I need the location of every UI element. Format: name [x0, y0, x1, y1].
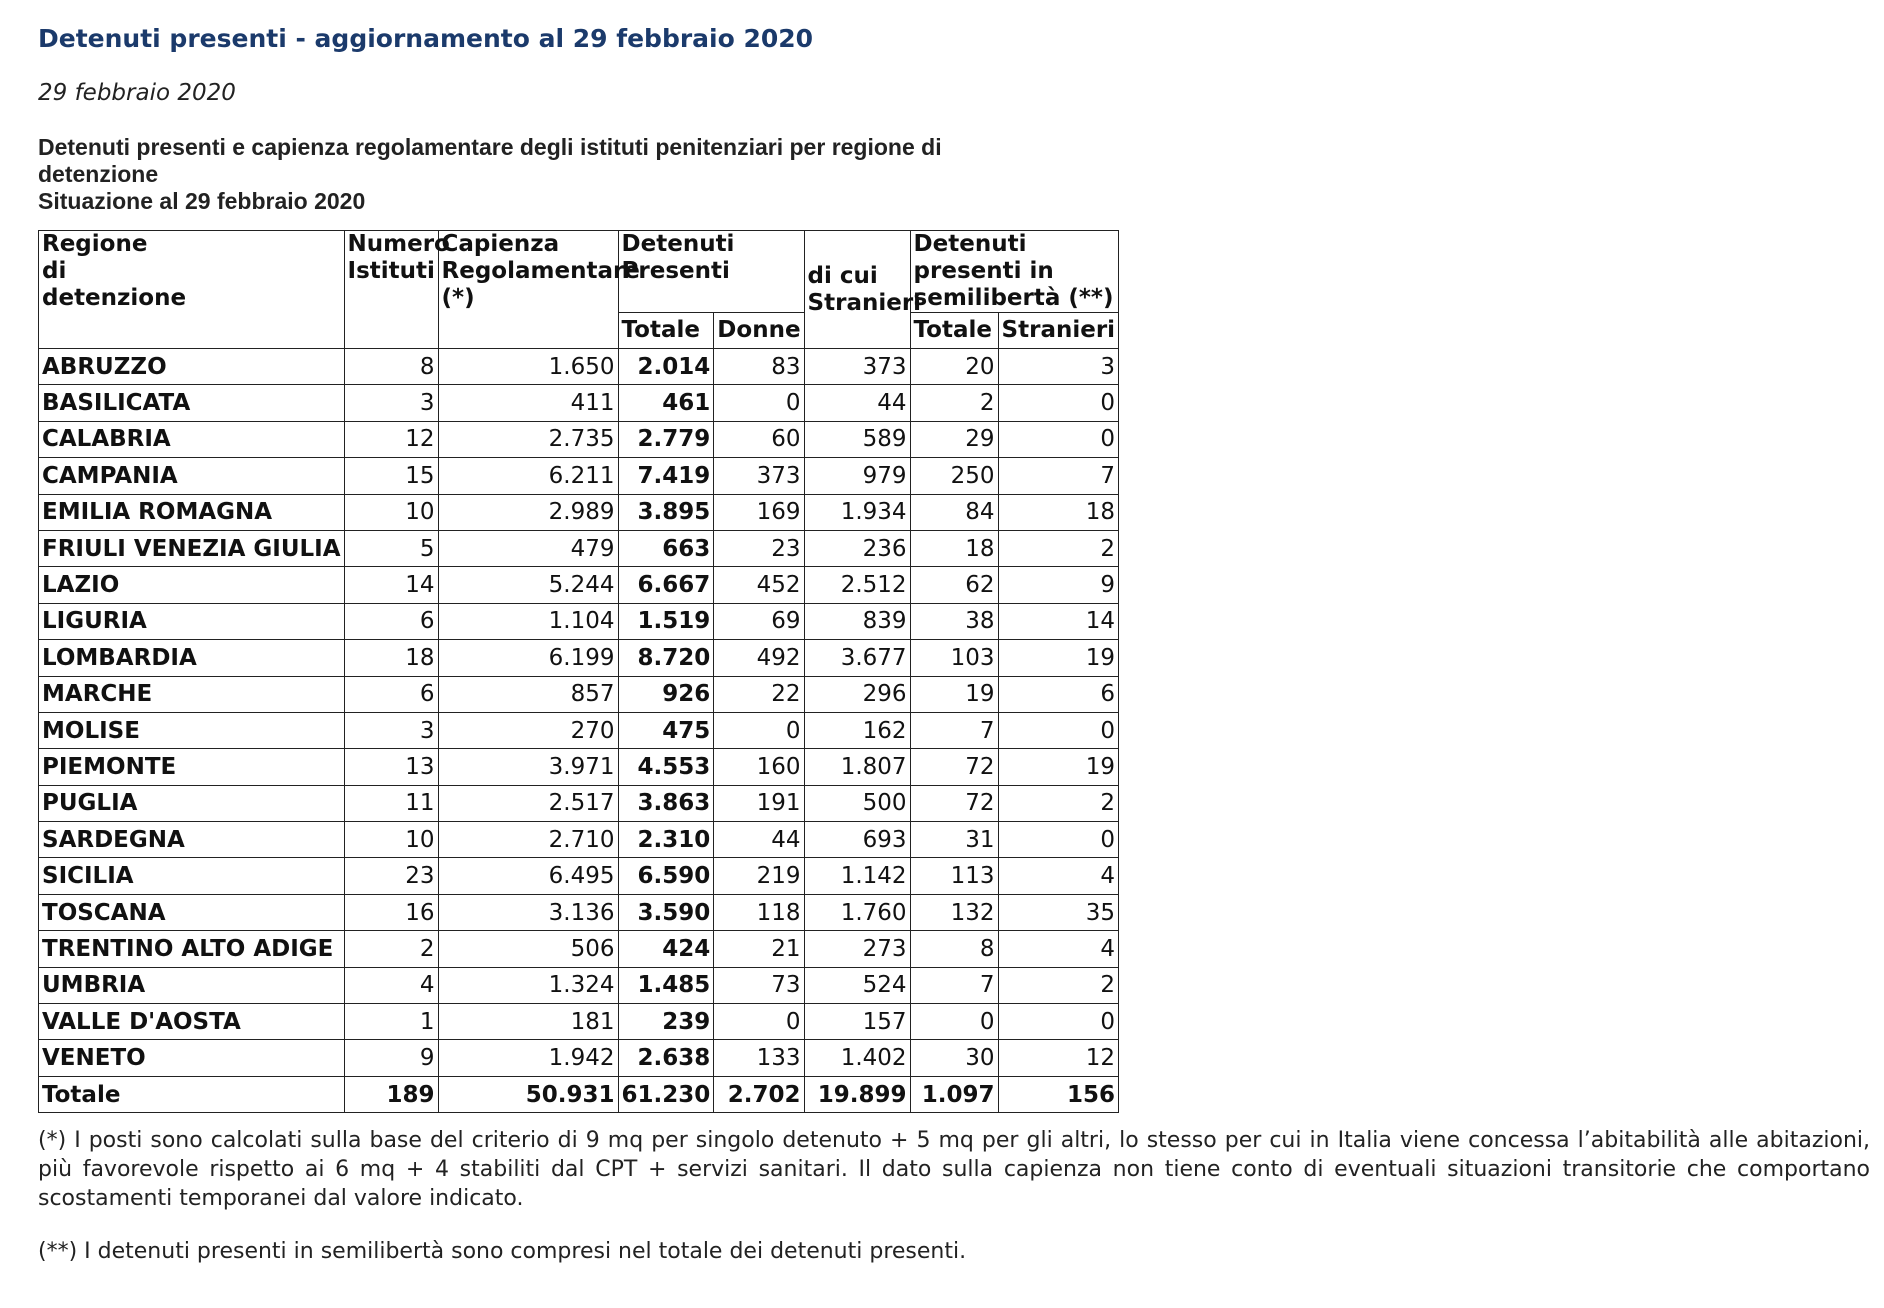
cell-capienza: 6.495 [438, 858, 618, 894]
table-row [39, 567, 1119, 603]
cell-semi-totale: 19 [910, 676, 998, 712]
cell-donne: 133 [714, 1040, 804, 1076]
cell-regione: BASILICATA [39, 385, 345, 421]
table-row [39, 1004, 1119, 1040]
cell-semi-totale: 18 [910, 530, 998, 566]
table-heading-subtitle: Situazione al 29 febbraio 2020 [38, 188, 366, 214]
cell-regione: SICILIA [39, 858, 345, 894]
cell-stranieri: 157 [804, 1004, 910, 1040]
detainees-table [38, 230, 1119, 1113]
table-row [39, 603, 1119, 639]
cell-donne: 118 [714, 894, 804, 930]
cell-semi-totale: 103 [910, 640, 998, 676]
cell-capienza: 3.136 [438, 894, 618, 930]
cell-numero-istituti: 3 [344, 712, 438, 748]
cell-numero-istituti: 3 [344, 385, 438, 421]
cell-capienza: 2.735 [438, 421, 618, 457]
header-capienza: Capienza Regolamentare (*) [438, 231, 618, 349]
cell-semi-totale: 72 [910, 785, 998, 821]
cell-capienza: 3.971 [438, 749, 618, 785]
cell-semi-stranieri: 18 [998, 494, 1119, 530]
table-row [39, 931, 1119, 967]
cell-donne: 21 [714, 931, 804, 967]
cell-semi-stranieri: 3 [998, 349, 1119, 385]
cell-capienza: 2.517 [438, 785, 618, 821]
table-row [39, 530, 1119, 566]
table-total-row [39, 1076, 1119, 1112]
cell-semi-totale: 2 [910, 385, 998, 421]
table-row [39, 676, 1119, 712]
cell-capienza: 1.942 [438, 1040, 618, 1076]
cell-numero-istituti: 9 [344, 1040, 438, 1076]
cell-regione: UMBRIA [39, 967, 345, 1003]
cell-totale: 239 [618, 1004, 714, 1040]
cell-stranieri: 44 [804, 385, 910, 421]
footnote-capienza: (*) I posti sono calcolati sulla base del criterio di 9 mq per singolo detenuto + 5 mq per gli altri, lo stesso per cui in Italia viene concessa l’abitabilità alle abitazioni, più favorevole rispetto ai 6 mq + 4 stabiliti dal CPT + servizi sanitari. Il dato sulla capienza non tiene conto di eventuali situazioni transitorie che comportano scostamenti temporanei dal valore indicato. [38, 1128, 1870, 1211]
total-cell-donne: 2.702 [714, 1076, 804, 1112]
cell-donne: 22 [714, 676, 804, 712]
cell-regione: MOLISE [39, 712, 345, 748]
cell-donne: 191 [714, 785, 804, 821]
table-row [39, 385, 1119, 421]
cell-totale: 1.519 [618, 603, 714, 639]
total-cell-numero-istituti: 189 [344, 1076, 438, 1112]
cell-regione: TOSCANA [39, 894, 345, 930]
cell-semi-totale: 7 [910, 967, 998, 1003]
cell-donne: 69 [714, 603, 804, 639]
table-row [39, 749, 1119, 785]
cell-regione: LIGURIA [39, 603, 345, 639]
cell-numero-istituti: 4 [344, 967, 438, 1003]
cell-capienza: 5.244 [438, 567, 618, 603]
cell-numero-istituti: 18 [344, 640, 438, 676]
cell-semi-stranieri: 6 [998, 676, 1119, 712]
cell-numero-istituti: 8 [344, 349, 438, 385]
table-heading [38, 134, 1018, 215]
table-row [39, 421, 1119, 457]
header-totale: Totale [618, 313, 714, 349]
cell-semi-totale: 113 [910, 858, 998, 894]
cell-semi-stranieri: 35 [998, 894, 1119, 930]
cell-donne: 0 [714, 712, 804, 748]
cell-semi-totale: 0 [910, 1004, 998, 1040]
total-cell-stranieri: 19.899 [804, 1076, 910, 1112]
cell-semi-stranieri: 0 [998, 822, 1119, 858]
cell-regione: LAZIO [39, 567, 345, 603]
header-donne: Donne [714, 313, 804, 349]
cell-semi-stranieri: 0 [998, 712, 1119, 748]
cell-donne: 0 [714, 385, 804, 421]
cell-semi-stranieri: 12 [998, 1040, 1119, 1076]
total-cell-semi-totale: 1.097 [910, 1076, 998, 1112]
table-row [39, 822, 1119, 858]
cell-stranieri: 524 [804, 967, 910, 1003]
cell-totale: 2.014 [618, 349, 714, 385]
cell-capienza: 6.211 [438, 458, 618, 494]
cell-donne: 169 [714, 494, 804, 530]
cell-donne: 23 [714, 530, 804, 566]
table-row [39, 458, 1119, 494]
cell-capienza: 1.104 [438, 603, 618, 639]
cell-semi-totale: 84 [910, 494, 998, 530]
cell-stranieri: 1.402 [804, 1040, 910, 1076]
cell-donne: 60 [714, 421, 804, 457]
cell-totale: 926 [618, 676, 714, 712]
table-row [39, 894, 1119, 930]
cell-semi-stranieri: 9 [998, 567, 1119, 603]
cell-semi-totale: 72 [910, 749, 998, 785]
cell-semi-totale: 38 [910, 603, 998, 639]
cell-donne: 373 [714, 458, 804, 494]
cell-totale: 3.895 [618, 494, 714, 530]
cell-capienza: 6.199 [438, 640, 618, 676]
cell-numero-istituti: 6 [344, 603, 438, 639]
cell-semi-stranieri: 4 [998, 858, 1119, 894]
table-body [39, 349, 1119, 1113]
cell-capienza: 506 [438, 931, 618, 967]
cell-totale: 2.779 [618, 421, 714, 457]
cell-capienza: 2.989 [438, 494, 618, 530]
cell-stranieri: 500 [804, 785, 910, 821]
total-cell-totale: 61.230 [618, 1076, 714, 1112]
cell-donne: 0 [714, 1004, 804, 1040]
cell-semi-totale: 7 [910, 712, 998, 748]
header-regione: Regione di detenzione [39, 231, 345, 349]
cell-stranieri: 162 [804, 712, 910, 748]
table-row [39, 967, 1119, 1003]
cell-semi-stranieri: 2 [998, 967, 1119, 1003]
cell-stranieri: 273 [804, 931, 910, 967]
cell-numero-istituti: 11 [344, 785, 438, 821]
table-row [39, 1040, 1119, 1076]
total-cell-regione: Totale [39, 1076, 345, 1112]
cell-semi-stranieri: 19 [998, 749, 1119, 785]
cell-numero-istituti: 23 [344, 858, 438, 894]
cell-regione: EMILIA ROMAGNA [39, 494, 345, 530]
cell-donne: 452 [714, 567, 804, 603]
cell-semi-totale: 29 [910, 421, 998, 457]
cell-semi-stranieri: 2 [998, 530, 1119, 566]
total-cell-capienza: 50.931 [438, 1076, 618, 1112]
cell-totale: 461 [618, 385, 714, 421]
table-row [39, 349, 1119, 385]
cell-totale: 2.310 [618, 822, 714, 858]
table-row [39, 712, 1119, 748]
cell-stranieri: 1.142 [804, 858, 910, 894]
cell-semi-stranieri: 7 [998, 458, 1119, 494]
cell-regione: VALLE D'AOSTA [39, 1004, 345, 1040]
cell-semi-totale: 8 [910, 931, 998, 967]
cell-totale: 475 [618, 712, 714, 748]
cell-capienza: 270 [438, 712, 618, 748]
cell-totale: 663 [618, 530, 714, 566]
table-row [39, 858, 1119, 894]
table-row [39, 640, 1119, 676]
cell-numero-istituti: 12 [344, 421, 438, 457]
cell-capienza: 181 [438, 1004, 618, 1040]
cell-totale: 424 [618, 931, 714, 967]
cell-semi-stranieri: 2 [998, 785, 1119, 821]
cell-semi-stranieri: 0 [998, 1004, 1119, 1040]
cell-semi-totale: 31 [910, 822, 998, 858]
cell-stranieri: 839 [804, 603, 910, 639]
header-detenuti-presenti: Detenuti Presenti [618, 231, 804, 313]
cell-donne: 83 [714, 349, 804, 385]
cell-numero-istituti: 10 [344, 494, 438, 530]
cell-donne: 492 [714, 640, 804, 676]
cell-semi-totale: 30 [910, 1040, 998, 1076]
cell-stranieri: 589 [804, 421, 910, 457]
cell-totale: 8.720 [618, 640, 714, 676]
cell-stranieri: 1.760 [804, 894, 910, 930]
cell-regione: PUGLIA [39, 785, 345, 821]
header-di-cui-stranieri: di cui Stranieri [804, 231, 910, 349]
header-semi-totale: Totale [910, 313, 998, 349]
page-date: 29 febbraio 2020 [38, 80, 236, 106]
cell-totale: 7.419 [618, 458, 714, 494]
cell-regione: PIEMONTE [39, 749, 345, 785]
cell-regione: LOMBARDIA [39, 640, 345, 676]
cell-stranieri: 1.807 [804, 749, 910, 785]
cell-capienza: 411 [438, 385, 618, 421]
cell-capienza: 2.710 [438, 822, 618, 858]
cell-stranieri: 236 [804, 530, 910, 566]
cell-totale: 6.590 [618, 858, 714, 894]
cell-numero-istituti: 1 [344, 1004, 438, 1040]
cell-totale: 3.590 [618, 894, 714, 930]
table-heading-title: Detenuti presenti e capienza regolamentare degli istituti penitenziari per regione di detenzione [38, 134, 942, 187]
cell-regione: CALABRIA [39, 421, 345, 457]
cell-semi-stranieri: 4 [998, 931, 1119, 967]
cell-semi-totale: 132 [910, 894, 998, 930]
cell-numero-istituti: 2 [344, 931, 438, 967]
cell-stranieri: 3.677 [804, 640, 910, 676]
table-row [39, 785, 1119, 821]
cell-semi-stranieri: 14 [998, 603, 1119, 639]
cell-stranieri: 1.934 [804, 494, 910, 530]
cell-totale: 2.638 [618, 1040, 714, 1076]
cell-semi-stranieri: 0 [998, 385, 1119, 421]
cell-regione: VENETO [39, 1040, 345, 1076]
cell-numero-istituti: 5 [344, 530, 438, 566]
table-row [39, 494, 1119, 530]
cell-numero-istituti: 13 [344, 749, 438, 785]
cell-capienza: 1.324 [438, 967, 618, 1003]
cell-stranieri: 693 [804, 822, 910, 858]
cell-numero-istituti: 16 [344, 894, 438, 930]
cell-donne: 44 [714, 822, 804, 858]
cell-semi-totale: 62 [910, 567, 998, 603]
header-semiliberta: Detenuti presenti in semilibertà (**) [910, 231, 1119, 313]
cell-stranieri: 979 [804, 458, 910, 494]
cell-capienza: 857 [438, 676, 618, 712]
cell-regione: SARDEGNA [39, 822, 345, 858]
cell-numero-istituti: 14 [344, 567, 438, 603]
cell-regione: FRIULI VENEZIA GIULIA [39, 530, 345, 566]
cell-numero-istituti: 6 [344, 676, 438, 712]
cell-totale: 3.863 [618, 785, 714, 821]
cell-regione: ABRUZZO [39, 349, 345, 385]
cell-numero-istituti: 10 [344, 822, 438, 858]
cell-donne: 160 [714, 749, 804, 785]
cell-donne: 219 [714, 858, 804, 894]
total-cell-semi-stranieri: 156 [998, 1076, 1119, 1112]
cell-totale: 4.553 [618, 749, 714, 785]
cell-regione: MARCHE [39, 676, 345, 712]
cell-capienza: 479 [438, 530, 618, 566]
footnote-semiliberta: (**) I detenuti presenti in semilibertà sono compresi nel totale dei detenuti presenti. [38, 1239, 967, 1264]
cell-stranieri: 296 [804, 676, 910, 712]
cell-capienza: 1.650 [438, 349, 618, 385]
cell-semi-stranieri: 19 [998, 640, 1119, 676]
cell-stranieri: 2.512 [804, 567, 910, 603]
cell-totale: 6.667 [618, 567, 714, 603]
cell-regione: CAMPANIA [39, 458, 345, 494]
cell-semi-stranieri: 0 [998, 421, 1119, 457]
cell-numero-istituti: 15 [344, 458, 438, 494]
header-semi-stranieri: Stranieri [998, 313, 1119, 349]
cell-stranieri: 373 [804, 349, 910, 385]
cell-semi-totale: 20 [910, 349, 998, 385]
cell-donne: 73 [714, 967, 804, 1003]
cell-semi-totale: 250 [910, 458, 998, 494]
page-title: Detenuti presenti - aggiornamento al 29 febbraio 2020 [38, 24, 814, 53]
cell-totale: 1.485 [618, 967, 714, 1003]
header-numero-istituti: Numero Istituti [344, 231, 438, 349]
cell-regione: TRENTINO ALTO ADIGE [39, 931, 345, 967]
